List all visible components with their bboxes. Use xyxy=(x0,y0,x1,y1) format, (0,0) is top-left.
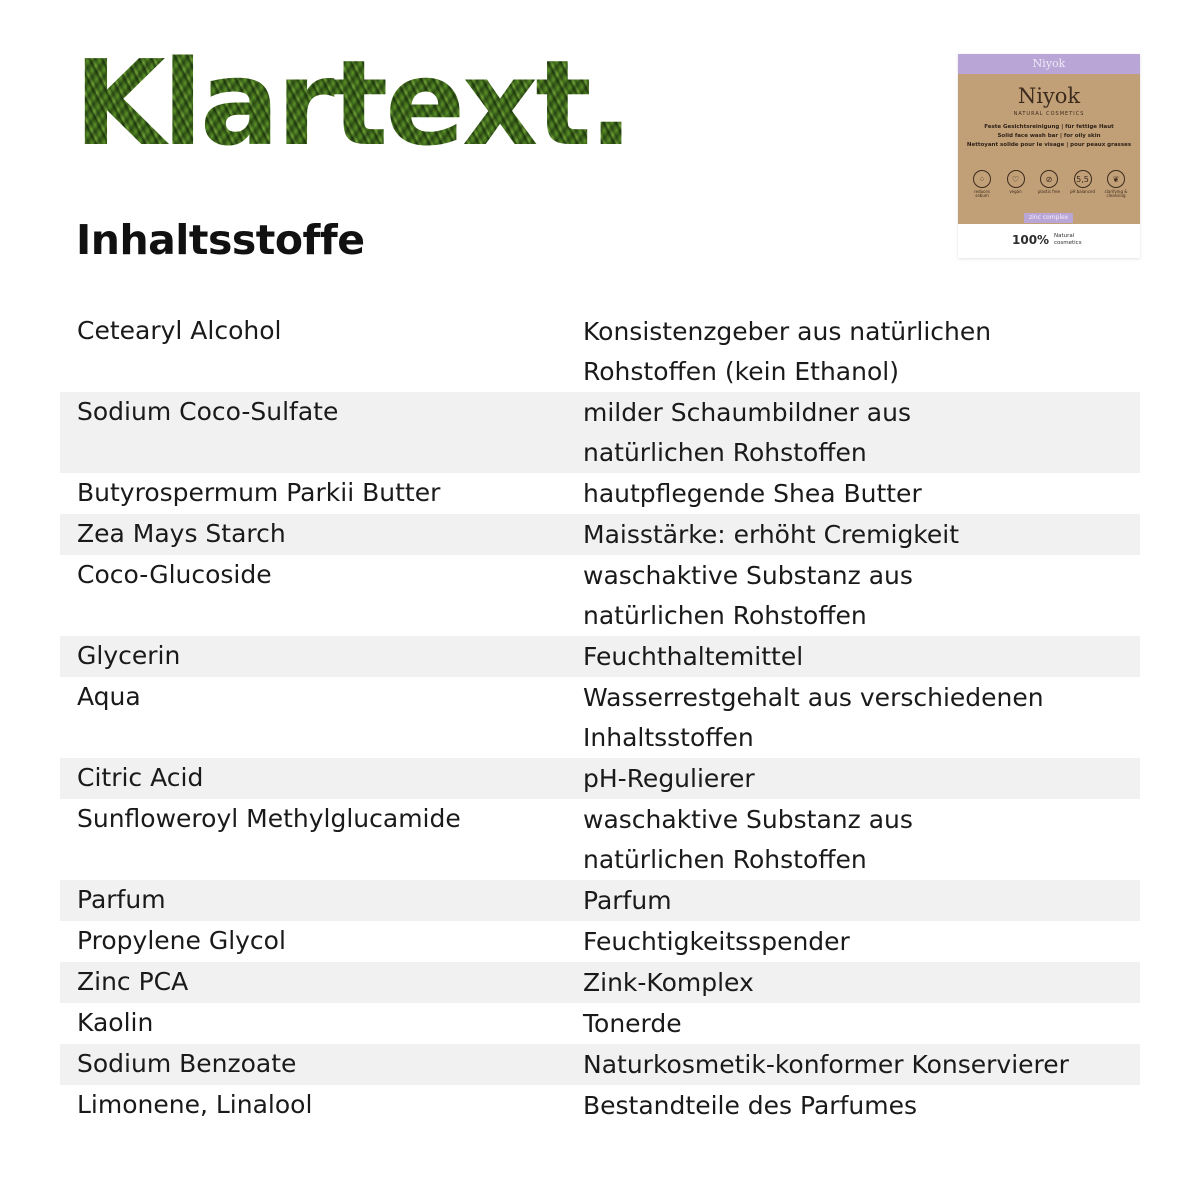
product-natural-label xyxy=(1054,233,1082,246)
ingredient-description xyxy=(583,311,1140,392)
ingredient-name: Parfum xyxy=(77,885,166,914)
product-feature xyxy=(1102,170,1130,199)
ingredient-name: Sunfloweroyl Methylglucamide xyxy=(77,804,461,833)
description-line: Tonerde xyxy=(583,1009,682,1038)
product-subtitle: NATURAL COSMETICS xyxy=(1013,111,1085,117)
description-line: milder Schaumbildner aus xyxy=(583,398,911,427)
description-line: Feuchtigkeitsspender xyxy=(583,927,850,956)
table-row xyxy=(60,921,1140,962)
table-row xyxy=(60,1044,1140,1085)
ingredient-name: Glycerin xyxy=(77,641,181,670)
ingredient-name: Propylene Glycol xyxy=(77,926,286,955)
table-row xyxy=(60,636,1140,677)
ingredient-description xyxy=(583,1044,1140,1085)
product-feature-label: clarifying & cleansing xyxy=(1104,189,1128,199)
product-lid xyxy=(958,54,1140,74)
table-row xyxy=(60,392,1140,473)
description-line: Maisstärke: erhöht Cremigkeit xyxy=(583,520,960,549)
product-lid-label: Niyok xyxy=(1032,57,1066,70)
description-line: Konsistenzgeber aus natürlichen xyxy=(583,317,992,346)
ingredient-description xyxy=(583,962,1140,1003)
ingredient-table xyxy=(60,311,1140,1126)
product-box xyxy=(958,74,1140,224)
ingredient-description xyxy=(583,880,1140,921)
no-plastic-icon: ⊘ xyxy=(1040,170,1058,188)
product-line-2: Solid face wash bar | for oily skin xyxy=(997,133,1101,139)
product-feature-label: plastic free xyxy=(1037,189,1061,194)
table-row xyxy=(60,677,1140,758)
table-row xyxy=(60,758,1140,799)
product-feature xyxy=(968,170,996,199)
ingredient-description xyxy=(583,473,1140,514)
product-natural: Natural xyxy=(1054,233,1075,239)
description-line: Feuchthaltemittel xyxy=(583,642,804,671)
ingredient-description xyxy=(583,799,1140,880)
ingredient-name: Aqua xyxy=(77,682,141,711)
product-line-1: Feste Gesichtsreinigung | für fettige Haut xyxy=(984,124,1114,130)
description-line: Zink-Komplex xyxy=(583,968,754,997)
table-row xyxy=(60,514,1140,555)
product-feature xyxy=(1002,170,1030,199)
ingredient-description xyxy=(583,514,1140,555)
ingredient-name: Limonene, Linalool xyxy=(77,1090,313,1119)
ingredient-name: Sodium Benzoate xyxy=(77,1049,297,1078)
product-image xyxy=(958,54,1140,258)
product-feature xyxy=(1035,170,1063,199)
description-line: pH-Regulierer xyxy=(583,764,755,793)
description-line: natürlichen Rohstoffen xyxy=(583,601,867,630)
ingredient-name: Sodium Coco-Sulfate xyxy=(77,397,339,426)
ingredient-name: Butyrospermum Parkii Butter xyxy=(77,478,441,507)
heart-icon: ♡ xyxy=(1007,170,1025,188)
table-row xyxy=(60,555,1140,636)
product-percent: 100% xyxy=(1012,233,1050,247)
table-row xyxy=(60,1003,1140,1044)
product-line-3: Nettoyant solide pour le visage | pour peaux grasses xyxy=(966,142,1132,148)
ingredient-description xyxy=(583,758,1140,799)
ingredient-name: Cetearyl Alcohol xyxy=(77,316,282,345)
description-line: hautpflegende Shea Butter xyxy=(583,479,922,508)
description-line: Inhaltsstoffen xyxy=(583,723,754,752)
table-row xyxy=(60,1085,1140,1126)
product-feature-label: pH balanced xyxy=(1069,189,1096,194)
table-row xyxy=(60,962,1140,1003)
ingredient-description xyxy=(583,636,1140,677)
dots-icon: ⁘ xyxy=(973,170,991,188)
description-line: natürlichen Rohstoffen xyxy=(583,438,867,467)
description-line: Parfum xyxy=(583,886,672,915)
description-line: Rohstoffen (kein Ethanol) xyxy=(583,357,899,386)
page-title: Inhaltsstoffe xyxy=(76,216,365,264)
ingredient-description xyxy=(583,555,1140,636)
ingredient-description xyxy=(583,1003,1140,1044)
ph-icon: 5,5 xyxy=(1074,170,1092,188)
product-feature-label: vegan xyxy=(1009,189,1022,194)
description-line: natürlichen Rohstoffen xyxy=(583,845,867,874)
description-line: waschaktive Substanz aus xyxy=(583,561,913,590)
product-footer xyxy=(958,224,1140,258)
product-cosmetics: cosmetics xyxy=(1054,239,1082,246)
product-icons xyxy=(968,170,1130,199)
ingredient-description xyxy=(583,392,1140,473)
ingredient-description xyxy=(583,921,1140,962)
product-feature xyxy=(1069,170,1097,199)
product-brand: Niyok xyxy=(1017,84,1081,108)
leaf-icon: ❦ xyxy=(1107,170,1125,188)
product-feature-label: reduces sebum xyxy=(974,189,990,199)
ingredient-description xyxy=(583,1085,1140,1126)
table-row xyxy=(60,473,1140,514)
ingredient-description xyxy=(583,677,1140,758)
brand-logo: Klartext. xyxy=(74,34,631,172)
ingredient-name: Zea Mays Starch xyxy=(77,519,286,548)
ingredient-name: Citric Acid xyxy=(77,763,204,792)
ingredient-name: Coco-Glucoside xyxy=(77,560,272,589)
table-row xyxy=(60,799,1140,880)
description-line: Naturkosmetik-konformer Konservierer xyxy=(583,1050,1069,1079)
description-line: Bestandteile des Parfumes xyxy=(583,1091,917,1120)
description-line: waschaktive Substanz aus xyxy=(583,805,913,834)
product-badge: zinc complex xyxy=(1024,213,1073,223)
ingredient-name: Kaolin xyxy=(77,1008,154,1037)
description-line: Wasserrestgehalt aus verschiedenen xyxy=(583,683,1044,712)
ingredient-name: Zinc PCA xyxy=(77,967,189,996)
table-row xyxy=(60,880,1140,921)
table-row xyxy=(60,311,1140,392)
